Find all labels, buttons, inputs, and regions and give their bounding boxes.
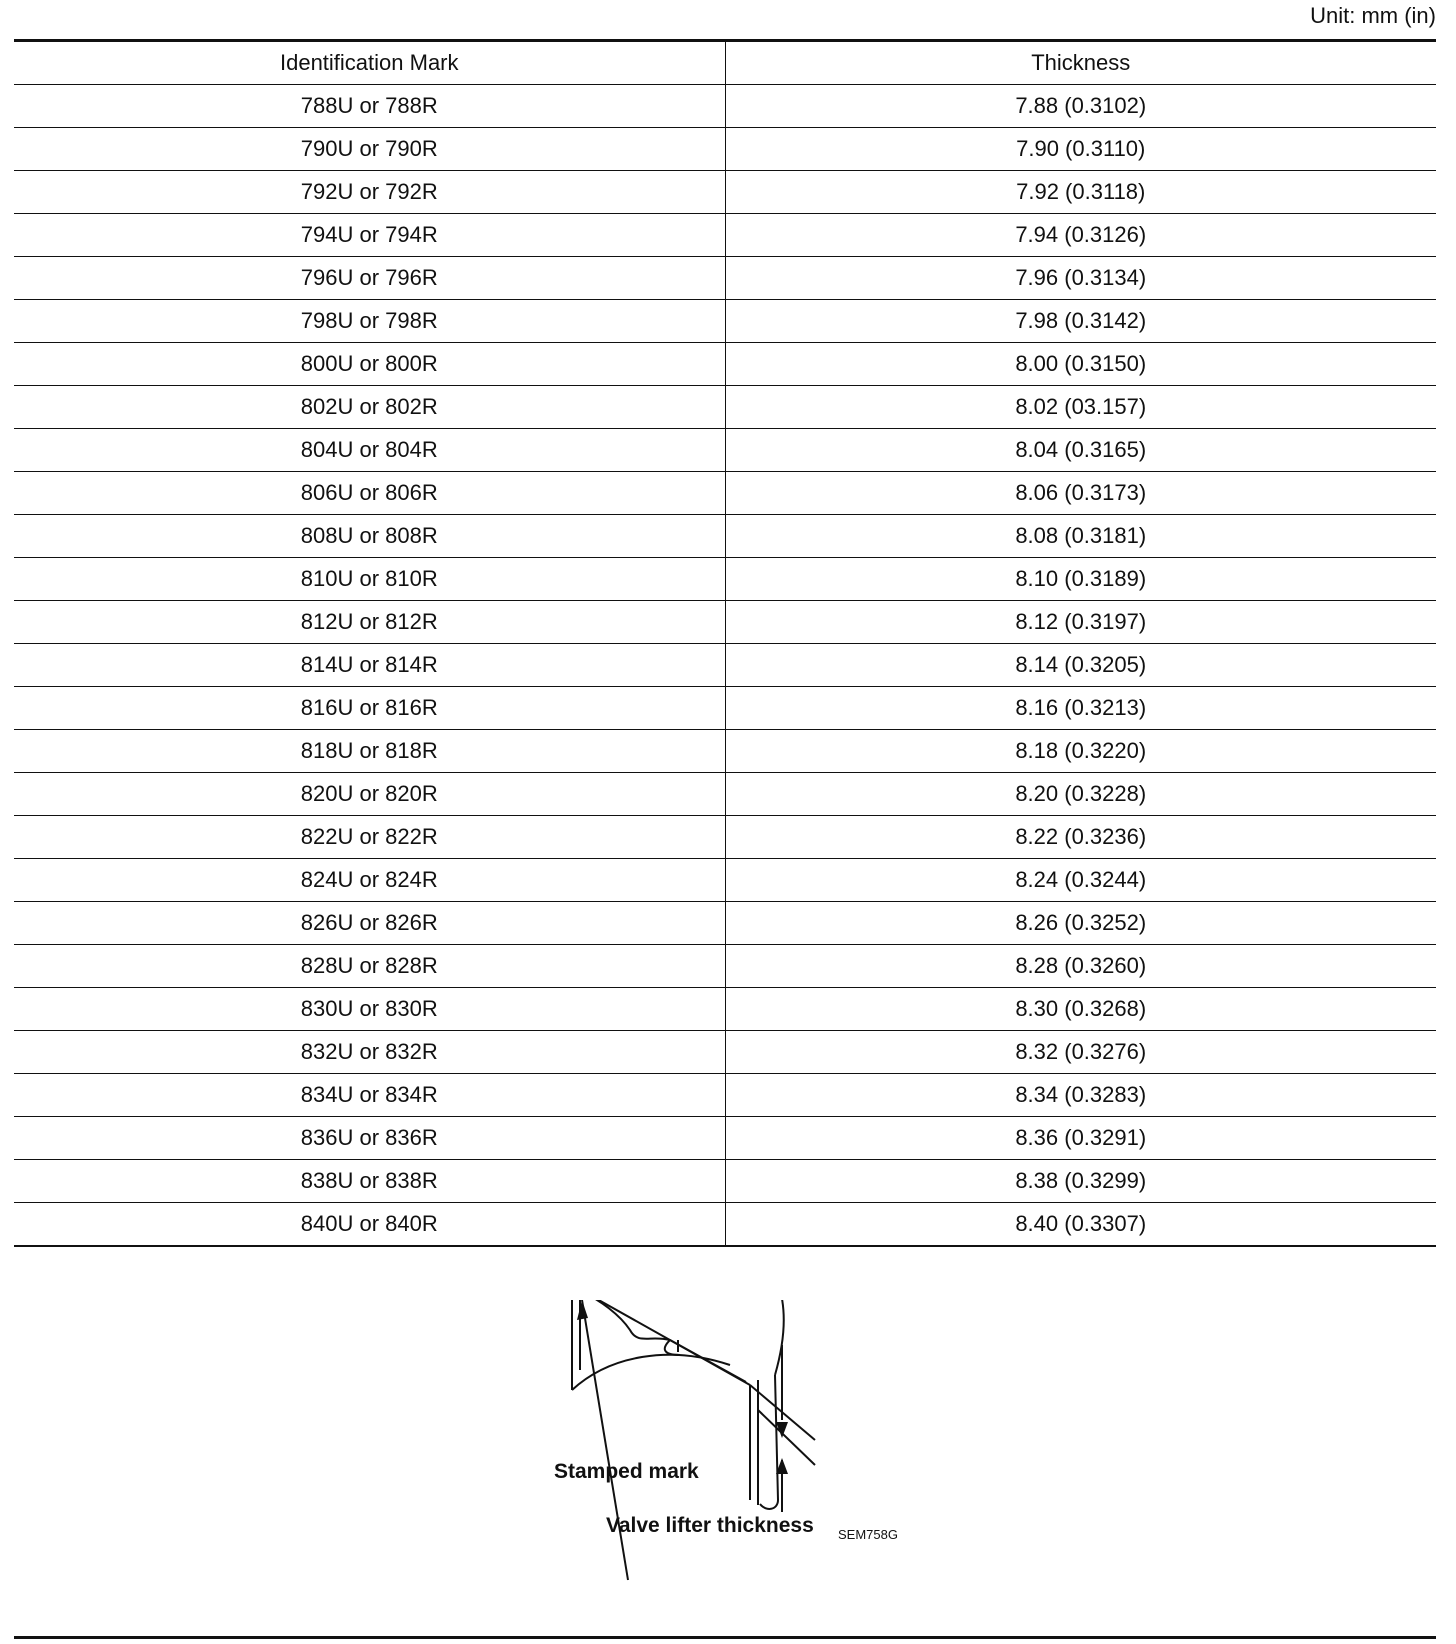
table-row bbox=[14, 988, 1436, 1031]
table-row bbox=[14, 1074, 1436, 1117]
identification-mark-cell: 800U or 800R bbox=[14, 343, 725, 386]
identification-mark-cell: 806U or 806R bbox=[14, 472, 725, 515]
header-thickness: Thickness bbox=[725, 41, 1436, 85]
table-row bbox=[14, 300, 1436, 343]
identification-mark-cell: 812U or 812R bbox=[14, 601, 725, 644]
table-row bbox=[14, 429, 1436, 472]
table-body bbox=[14, 85, 1436, 1247]
identification-mark-cell: 828U or 828R bbox=[14, 945, 725, 988]
thickness-cell: 8.10 (0.3189) bbox=[725, 558, 1436, 601]
thickness-cell: 7.98 (0.3142) bbox=[725, 300, 1436, 343]
thickness-cell: 8.20 (0.3228) bbox=[725, 773, 1436, 816]
identification-mark-cell: 820U or 820R bbox=[14, 773, 725, 816]
identification-mark-cell: 804U or 804R bbox=[14, 429, 725, 472]
lifter-thickness-table bbox=[14, 39, 1436, 1247]
thickness-cell: 8.22 (0.3236) bbox=[725, 816, 1436, 859]
thickness-cell: 8.30 (0.3268) bbox=[725, 988, 1436, 1031]
header-identification-mark: Identification Mark bbox=[14, 41, 725, 85]
thickness-cell: 8.28 (0.3260) bbox=[725, 945, 1436, 988]
identification-mark-cell: 838U or 838R bbox=[14, 1160, 725, 1203]
table-row bbox=[14, 257, 1436, 300]
identification-mark-cell: 840U or 840R bbox=[14, 1203, 725, 1247]
thickness-cell: 8.04 (0.3165) bbox=[725, 429, 1436, 472]
bottom-rule bbox=[14, 1636, 1436, 1639]
thickness-cell: 8.06 (0.3173) bbox=[725, 472, 1436, 515]
table-row bbox=[14, 515, 1436, 558]
identification-mark-cell: 834U or 834R bbox=[14, 1074, 725, 1117]
table-row bbox=[14, 945, 1436, 988]
identification-mark-cell: 796U or 796R bbox=[14, 257, 725, 300]
identification-mark-cell: 832U or 832R bbox=[14, 1031, 725, 1074]
identification-mark-cell: 816U or 816R bbox=[14, 687, 725, 730]
thickness-cell: 8.34 (0.3283) bbox=[725, 1074, 1436, 1117]
table-row bbox=[14, 1160, 1436, 1203]
thickness-cell: 7.94 (0.3126) bbox=[725, 214, 1436, 257]
thickness-cell: 7.96 (0.3134) bbox=[725, 257, 1436, 300]
stamped-mark-label: Stamped mark bbox=[554, 1460, 699, 1483]
thickness-cell: 7.90 (0.3110) bbox=[725, 128, 1436, 171]
identification-mark-cell: 822U or 822R bbox=[14, 816, 725, 859]
identification-mark-cell: 818U or 818R bbox=[14, 730, 725, 773]
thickness-cell: 8.24 (0.3244) bbox=[725, 859, 1436, 902]
identification-mark-cell: 814U or 814R bbox=[14, 644, 725, 687]
table-row bbox=[14, 171, 1436, 214]
identification-mark-cell: 830U or 830R bbox=[14, 988, 725, 1031]
table-row bbox=[14, 558, 1436, 601]
table-row bbox=[14, 128, 1436, 171]
figure-code: SEM758G bbox=[838, 1527, 898, 1542]
thickness-cell: 8.36 (0.3291) bbox=[725, 1117, 1436, 1160]
thickness-cell: 8.08 (0.3181) bbox=[725, 515, 1436, 558]
thickness-cell: 8.38 (0.3299) bbox=[725, 1160, 1436, 1203]
table-row bbox=[14, 1117, 1436, 1160]
thickness-cell: 8.14 (0.3205) bbox=[725, 644, 1436, 687]
identification-mark-cell: 788U or 788R bbox=[14, 85, 725, 128]
table-row bbox=[14, 730, 1436, 773]
table-row bbox=[14, 859, 1436, 902]
table-row bbox=[14, 386, 1436, 429]
valve-lifter-thickness-label: Valve lifter thickness bbox=[606, 1514, 814, 1537]
thickness-cell: 8.32 (0.3276) bbox=[725, 1031, 1436, 1074]
thickness-cell: 8.02 (03.157) bbox=[725, 386, 1436, 429]
unit-label: Unit: mm (in) bbox=[1310, 3, 1436, 28]
identification-mark-cell: 826U or 826R bbox=[14, 902, 725, 945]
identification-mark-cell: 810U or 810R bbox=[14, 558, 725, 601]
thickness-cell: 8.00 (0.3150) bbox=[725, 343, 1436, 386]
thickness-cell: 8.18 (0.3220) bbox=[725, 730, 1436, 773]
identification-mark-cell: 798U or 798R bbox=[14, 300, 725, 343]
thickness-cell: 7.92 (0.3118) bbox=[725, 171, 1436, 214]
thickness-cell: 8.26 (0.3252) bbox=[725, 902, 1436, 945]
table-row bbox=[14, 773, 1436, 816]
table-header-row bbox=[14, 41, 1436, 85]
identification-mark-cell: 794U or 794R bbox=[14, 214, 725, 257]
thickness-cell: 8.12 (0.3197) bbox=[725, 601, 1436, 644]
valve-lifter-figure bbox=[554, 1300, 1000, 1640]
table-row bbox=[14, 343, 1436, 386]
table-row bbox=[14, 1031, 1436, 1074]
identification-mark-cell: 790U or 790R bbox=[14, 128, 725, 171]
table-row bbox=[14, 214, 1436, 257]
thickness-cell: 8.40 (0.3307) bbox=[725, 1203, 1436, 1247]
identification-mark-cell: 836U or 836R bbox=[14, 1117, 725, 1160]
table-row bbox=[14, 687, 1436, 730]
table-row bbox=[14, 1203, 1436, 1247]
identification-mark-cell: 792U or 792R bbox=[14, 171, 725, 214]
identification-mark-cell: 824U or 824R bbox=[14, 859, 725, 902]
table-row bbox=[14, 601, 1436, 644]
table-row bbox=[14, 644, 1436, 687]
table-row bbox=[14, 816, 1436, 859]
identification-mark-cell: 802U or 802R bbox=[14, 386, 725, 429]
thickness-cell: 7.88 (0.3102) bbox=[725, 85, 1436, 128]
identification-mark-cell: 808U or 808R bbox=[14, 515, 725, 558]
table-row bbox=[14, 902, 1436, 945]
table-row bbox=[14, 472, 1436, 515]
thickness-cell: 8.16 (0.3213) bbox=[725, 687, 1436, 730]
table-row bbox=[14, 85, 1436, 128]
